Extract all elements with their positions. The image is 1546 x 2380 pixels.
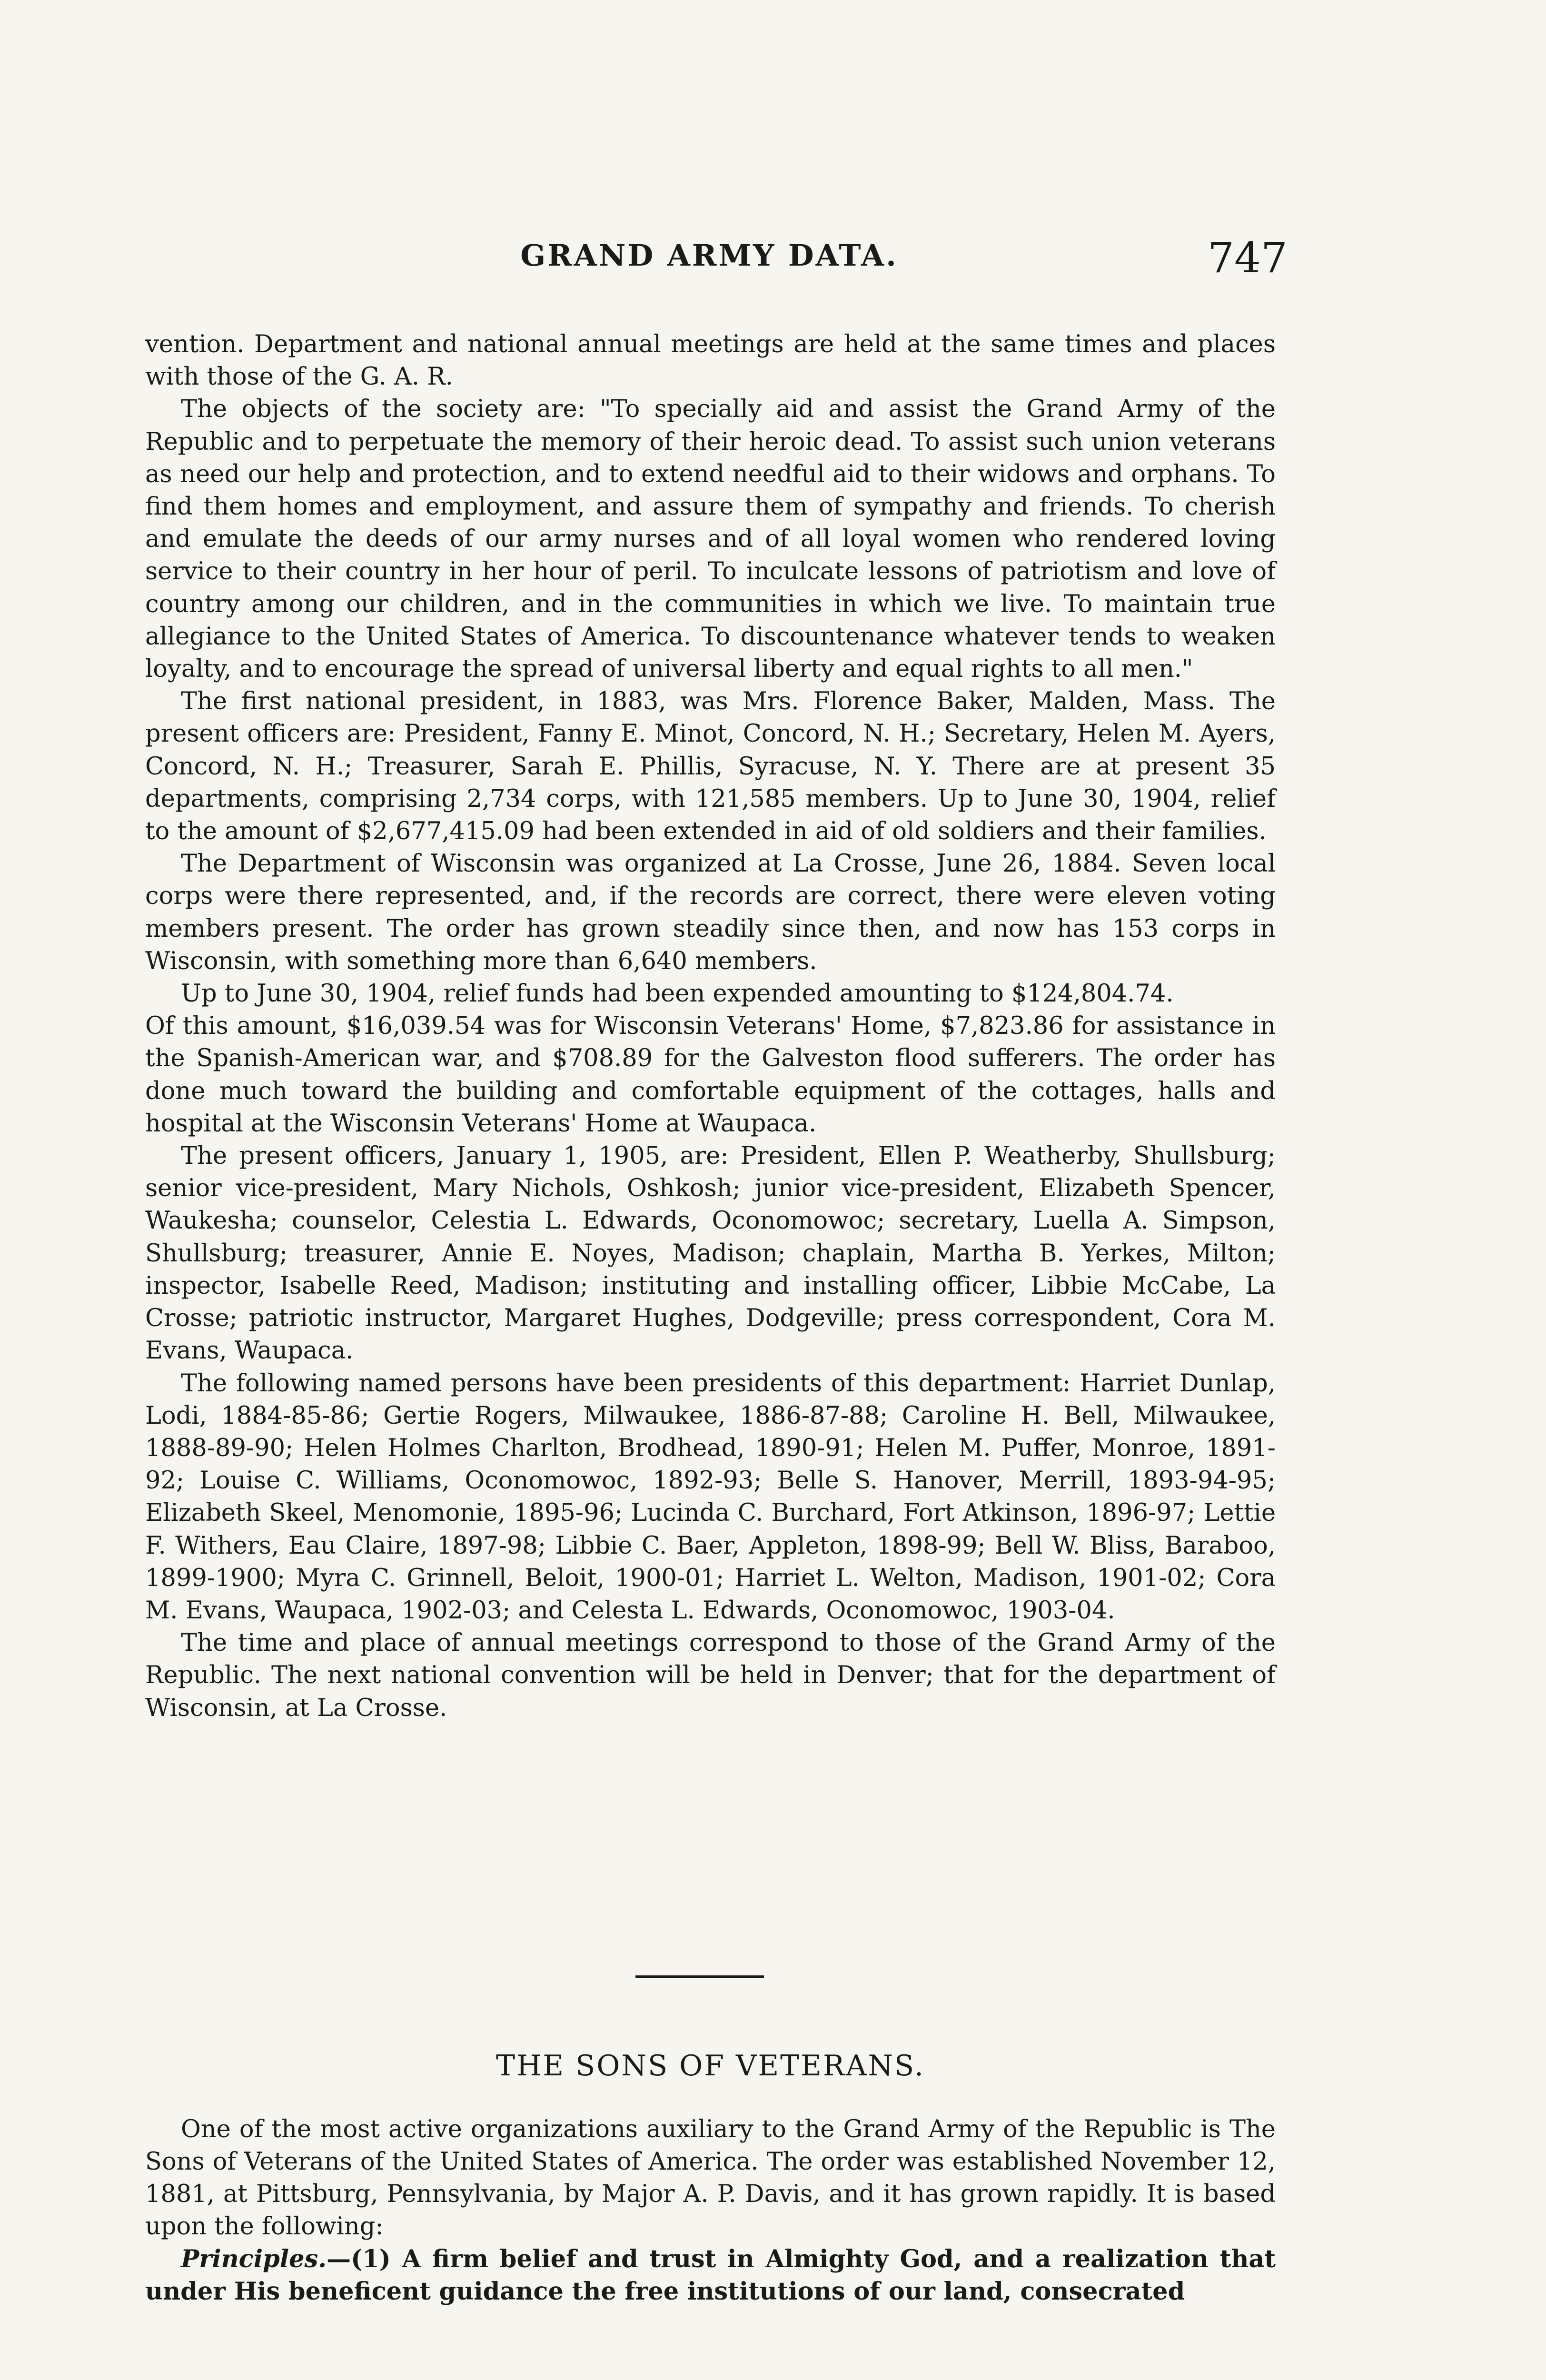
principles-text: —(1) A firm belief and trust in Almighty God, and a realization that under His beneficent guidance the free institutions of our land, consecrated — [145, 2245, 1276, 2306]
paragraph-relief-breakdown: Of this amount, $16,039.54 was for Wisconsin Veterans' Home, $7,823.86 for assistance in the Spanish-American war, and $708.89 for the Galveston flood sufferers. The order has done much toward the building and comfortable equipment of the cottages, halls and hospital at the Wisconsin Veterans' Home at Waupaca. — [145, 1012, 1276, 1138]
page-header-title: GRAND ARMY DATA. — [520, 238, 898, 273]
paragraph-sons-of-veterans-intro: One of the most active organizations auxiliary to the Grand Army of the Republic is The Sons of Veterans of the United States of America. The order was established November 12, 1881, at Pittsburg, Pennsylvania, by Major A. P. Davis, and it has grown rapidly. It is based upon the following: — [145, 2115, 1276, 2241]
section-title: THE SONS OF VETERANS. — [496, 2049, 925, 2082]
section-body — [145, 2113, 1276, 2308]
paragraph-objects: The objects of the society are: "To specially aid and assist the Grand Army of the Republic and to perpetuate the memory of their heroic dead. To assist such union veterans as need our help and protection, and to extend needful aid to their widows and orphans. To find them homes and employment, and assure them of sympathy and friends. To cherish and emulate the deeds of our army nurses and of all loyal women who rendered loving service to their country in her hour of peril. To inculcate lessons of patriotism and love of country among our children, and in the communities in which we live. To maintain true allegiance to the United States of America. To discountenance whatever tends to weaken loyalty, and to encourage the spread of universal liberty and equal rights to all men." — [145, 395, 1276, 684]
paragraph-continuation: vention. Department and national annual meetings are held at the same times and places with those of the G. A. R. — [145, 330, 1276, 391]
paragraph-present-officers: The present officers, January 1, 1905, are: President, Ellen P. Weatherby, Shullsburg; senior vice-president, Mary Nichols, Oshkosh; junior vice-president, Elizabeth Spencer, Waukesha; counselor, Celestia L. Edwards, Oconomowoc; secretary, Luella A. Simpson, Shullsburg; treasurer, Annie E. Noyes, Madison; chaplain, Martha B. Yerkes, Milton; inspector, Isabelle Reed, Madison; instituting and installing officer, Libbie McCabe, La Crosse; patriotic instructor, Margaret Hughes, Dodgeville; press correspondent, Cora M. Evans, Waupaca. — [145, 1142, 1276, 1365]
paragraph-national-officers: The first national president, in 1883, was Mrs. Florence Baker, Malden, Mass. The present officers are: President, Fanny E. Minot, Concord, N. H.; Secretary, Helen M. Ayers, Concord, N. H.; Treasurer, Sarah E. Phillis, Syracuse, N. Y. There are at present 35 departments, comprising 2,734 corps, with 121,585 members. Up to June 30, 1904, relief to the amount of $2,677,415.09 had been extended in aid of old soldiers and their families. — [145, 687, 1276, 846]
paragraph-wisconsin-department: The Department of Wisconsin was organized at La Crosse, June 26, 1884. Seven local corps were there represented, and, if the records are correct, there were eleven voting members present. The order has grown steadily since then, and now has 153 corps in Wisconsin, with something more than 6,640 members. — [145, 850, 1276, 975]
paragraph-relief-funds: Up to June 30, 1904, relief funds had been expended amounting to $124,804.74. — [181, 980, 1174, 1008]
paragraph-principles — [145, 2243, 1276, 2308]
main-body — [145, 328, 1276, 1725]
section-divider — [635, 1975, 764, 1978]
principles-label: Principles. — [181, 2245, 327, 2273]
page-number: 747 — [1208, 233, 1288, 282]
paragraph-meetings: The time and place of annual meetings correspond to those of the Grand Army of the Republic. The next national convention will be held in Denver; that for the department of Wisconsin, at La Crosse. — [145, 1629, 1276, 1722]
paragraph-past-presidents: The following named persons have been presidents of this department: Harriet Dunlap, Lodi, 1884-85-86; Gertie Rogers, Milwaukee, 1886-87-88; Caroline H. Bell, Milwaukee, 1888-89-90; Helen Holmes Charlton, Brodhead, 1890-91; Helen M. Puffer, Monroe, 1891-92; Louise C. Williams, Oconomowoc, 1892-93; Belle S. Hanover, Merrill, 1893-94-95; Elizabeth Skeel, Menomonie, 1895-96; Lucinda C. Burchard, Fort Atkinson, 1896-97; Lettie F. Withers, Eau Claire, 1897-98; Libbie C. Baer, Appleton, 1898-99; Bell W. Bliss, Baraboo, 1899-1900; Myra C. Grinnell, Beloit, 1900-01; Harriet L. Welton, Madison, 1901-02; Cora M. Evans, Waupaca, 1902-03; and Celesta L. Edwards, Oconomowoc, 1903-04. — [145, 1369, 1276, 1625]
running-head — [143, 233, 1288, 290]
